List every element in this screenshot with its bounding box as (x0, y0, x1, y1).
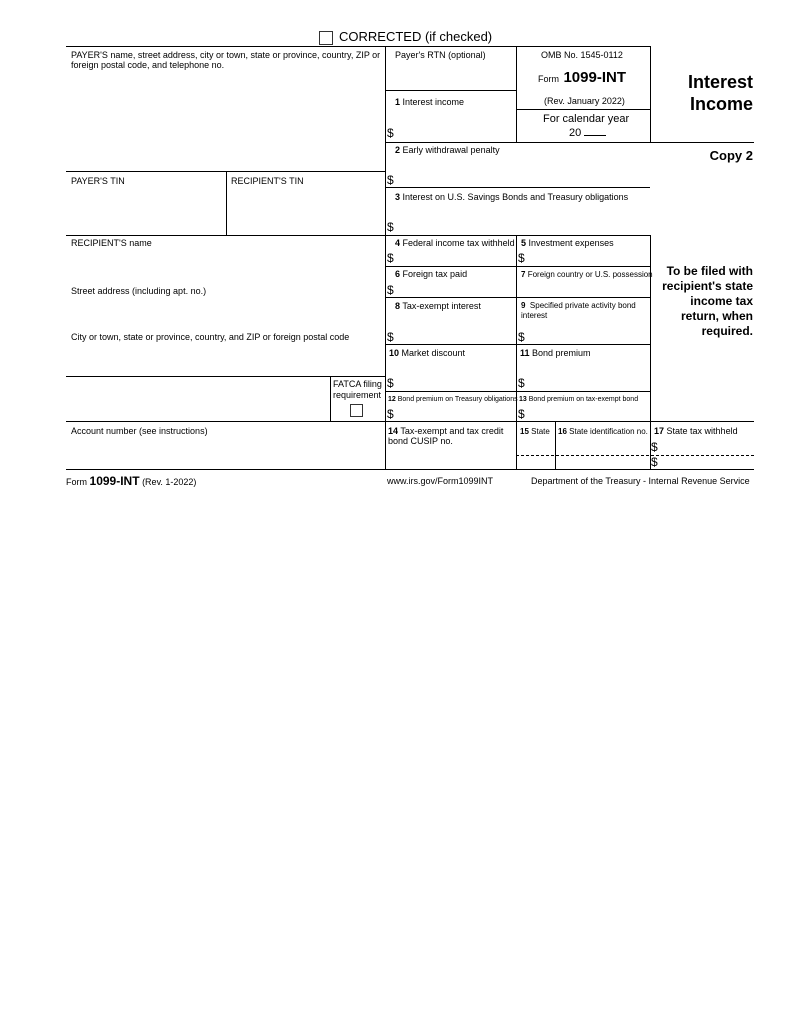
box13-label: 13 Bond premium on tax-exempt bond (519, 396, 639, 403)
form-prefix: Form (538, 74, 559, 84)
form-revision: (Rev. January 2022) (544, 96, 625, 106)
calendar-year-field[interactable] (569, 127, 606, 139)
recipient-tin-label: RECIPIENT'S TIN (231, 176, 304, 186)
payer-name-label: PAYER'S name, street address, city or town, state or province, country, ZIP or foreign postal code, and telephone no. (71, 50, 381, 70)
box1-label: 1 Interest income (395, 97, 465, 107)
box5-dollar[interactable]: $ (518, 251, 525, 265)
box6-label: 6 Foreign tax paid (395, 269, 468, 279)
divider-title-left (650, 46, 651, 142)
city-label: City or town, state or province, country, and ZIP or foreign postal code (71, 332, 350, 342)
year-prefix: 20 (569, 127, 582, 139)
line-box1-top (385, 90, 516, 91)
form-number-block (538, 69, 626, 87)
box2-dollar[interactable]: $ (387, 173, 394, 187)
box5-label: 5 Investment expenses (521, 238, 614, 248)
footer-url[interactable]: www.irs.gov/Form1099INT (387, 476, 494, 486)
fatca-label-line2: requirement (333, 390, 382, 400)
footer-rev: (Rev. 1-2022) (142, 477, 197, 487)
box10-dollar[interactable]: $ (387, 376, 394, 390)
box16-label: 16 State identification no. (558, 427, 648, 436)
line-box3-bottom (385, 235, 650, 236)
line-box6-bottom (385, 297, 650, 298)
title-line1: Interest (687, 72, 753, 92)
box1-dollar[interactable]: $ (387, 126, 394, 140)
payer-rtn-label: Payer's RTN (optional) (395, 50, 486, 60)
divider-recipient-tin (226, 171, 227, 235)
corrected-label: CORRECTED (if checked) (339, 29, 493, 44)
box11-dollar[interactable]: $ (518, 376, 525, 390)
line-payer-bottom (66, 171, 386, 172)
payer-tin-label: PAYER'S TIN (71, 176, 125, 186)
copy-label: Copy 2 (709, 148, 753, 163)
line-tin-bottom (66, 235, 386, 236)
box12-dollar[interactable]: $ (387, 407, 394, 421)
form-title (655, 71, 753, 115)
calendar-year-label: For calendar year (543, 113, 630, 125)
box6-dollar[interactable]: $ (387, 283, 394, 297)
box10-label: 10 Market discount (389, 348, 466, 358)
line-box8-bottom (385, 344, 650, 345)
box9-label: 9 Specified private activity bond interest (521, 301, 636, 320)
box4-label: 4 Federal income tax withheld (395, 238, 515, 248)
line-box12-bottom (385, 421, 754, 422)
account-number-label: Account number (see instructions) (71, 426, 208, 436)
line-box4-bottom (385, 266, 650, 267)
line-state-dashed (516, 455, 754, 456)
line-box10-bottom (385, 391, 650, 392)
box17-dollar-1[interactable]: $ (651, 440, 658, 454)
footer-dept: Department of the Treasury - Internal Revenue Service (531, 476, 750, 486)
title-line2: Income (689, 94, 753, 114)
box14-label: 14 Tax-exempt and tax credit bond CUSIP no. (388, 426, 504, 446)
footer-form-id (66, 474, 196, 488)
recipient-name-label: RECIPIENT'S name (71, 238, 152, 248)
box7-label: 7 Foreign country or U.S. possession (521, 270, 653, 279)
box8-dollar[interactable]: $ (387, 330, 394, 344)
box11-label: 11 Bond premium (520, 348, 591, 358)
form-bottom-border (66, 469, 754, 470)
box4-dollar[interactable]: $ (387, 251, 394, 265)
divider-col-mid-lower (516, 235, 517, 470)
line-fatca-bottom (66, 421, 386, 422)
street-address-label: Street address (including apt. no.) (71, 286, 207, 296)
box3-label: 3 Interest on U.S. Savings Bonds and Treasury obligations (395, 192, 629, 202)
year-underline (584, 135, 606, 136)
line-box2-bottom (385, 187, 650, 188)
line-rev-bottom (516, 109, 650, 110)
fatca-checkbox[interactable] (350, 404, 363, 417)
omb-number: OMB No. 1545-0112 (541, 50, 623, 60)
state-filing-note: To be filed with recipient's state income tax return, when required. (662, 264, 753, 338)
divider-col-mid (516, 46, 517, 142)
footer-form-prefix: Form (66, 477, 87, 487)
box2-label: 2 Early withdrawal penalty (395, 145, 500, 155)
box9-dollar[interactable]: $ (518, 330, 525, 344)
box17-label: 17 State tax withheld (654, 426, 738, 436)
divider-fatca (330, 376, 331, 421)
divider-box15-16 (555, 421, 556, 469)
box12-label: 12 Bond premium on Treasury obligations (388, 396, 518, 403)
line-city-bottom (66, 376, 386, 377)
fatca-label-line1: FATCA filing (333, 379, 382, 389)
divider-payer-right (385, 46, 386, 470)
box8-label: 8 Tax-exempt interest (395, 301, 481, 311)
box15-label: 15 State (520, 427, 550, 436)
line-box1-bottom (385, 142, 754, 143)
divider-side-left (650, 235, 651, 421)
form-number: 1099-INT (563, 69, 626, 86)
corrected-checkbox[interactable] (319, 31, 333, 45)
footer-form-number: 1099-INT (89, 474, 140, 488)
box13-dollar[interactable]: $ (518, 407, 525, 421)
form-top-border (66, 46, 650, 47)
box17-dollar-2[interactable]: $ (651, 455, 658, 469)
box3-dollar[interactable]: $ (387, 220, 394, 234)
